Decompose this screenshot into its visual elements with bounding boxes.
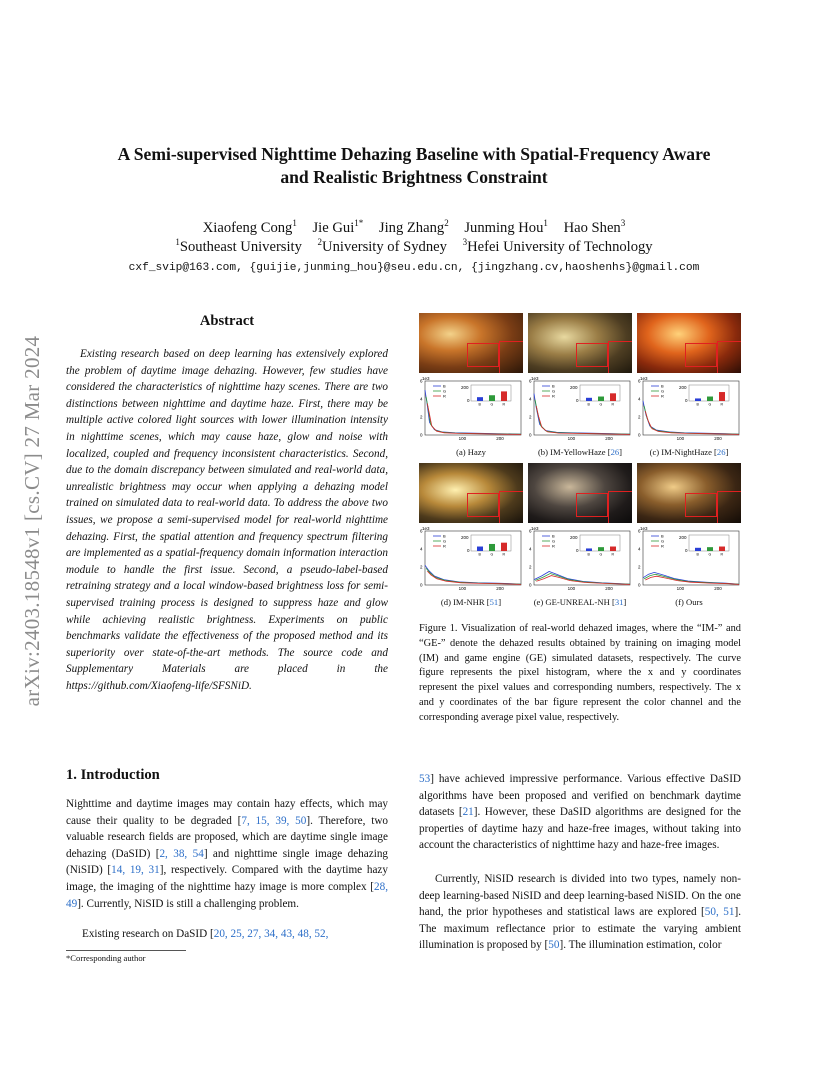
x-tick-label: 200 xyxy=(714,586,722,591)
legend-label: B xyxy=(552,383,555,389)
intro-paragraph-2-cont: 53] have achieved impressive performance. Various effective DaSID algorithms have been proposed and verified on benchmark daytime datasets [21]. However, these DaSID algorithms are designed for the properties of daytime hazy and haze-free images, without taking into account the characteristics of nighttime hazy and haze-free images. xyxy=(419,773,742,852)
bar-G xyxy=(489,544,495,551)
intro-paragraph-2-start: Existing research on DaSID [20, 25, 27, 34, 43, 48, 52, xyxy=(82,928,329,940)
citation-link[interactable]: 14, 19, 31 xyxy=(111,864,160,877)
bar-label: B xyxy=(587,552,590,557)
bar-label: G xyxy=(599,552,603,557)
legend-label: G xyxy=(552,538,556,544)
bar-G xyxy=(489,395,495,401)
y-tick-label: 4 xyxy=(638,396,641,402)
y-tick-label: 4 xyxy=(420,396,423,402)
citation-link[interactable]: 20, 25, 27, 34, 43, 48, 52, xyxy=(213,928,329,940)
citation-link[interactable]: 53 xyxy=(419,773,431,785)
y-tick-label: 6 xyxy=(638,528,641,534)
legend-label: B xyxy=(661,383,664,389)
legend-label: R xyxy=(443,543,446,549)
intro-paragraph-1: Nighttime and daytime images may contain hazy effects, which may cause their quality to be degraded [7, 15, 39, 50]. Therefore, two valuable research fields are proposed, which are daytime single image dehazing (DaSID) [2, 38, 54] and nighttime single image dehazing (NiSID) [14, 19, 31], respectively. Compared with the daytime hazy image, the imaging of the nighttime hazy image is more complex [28, 49]. Currently, NiSID is still a challenging problem. xyxy=(66,798,389,910)
bar-label: R xyxy=(502,552,506,557)
zoom-inset xyxy=(499,341,523,373)
bar-zero-label: 0 xyxy=(576,398,579,403)
bar-B xyxy=(586,398,592,401)
histogram-curve-B xyxy=(643,401,739,434)
author: Hao Shen$^3$ xyxy=(563,218,626,236)
axis-exponent: 1e3 xyxy=(422,376,430,381)
bar-label: R xyxy=(502,402,506,407)
footnote: *Corresponding author xyxy=(66,953,146,963)
bar-label: G xyxy=(490,402,494,407)
histogram-curve-G xyxy=(535,400,630,434)
section-heading-introduction: 1. Introduction xyxy=(66,767,160,783)
x-tick-label: 100 xyxy=(567,586,576,591)
bar-zero-label: 0 xyxy=(685,548,688,553)
legend-label: B xyxy=(552,533,555,539)
title-line-1: A Semi-supervised Nighttime Dehazing Baseline with Spatial-Frequency Aware xyxy=(117,144,711,164)
bar-B xyxy=(477,547,483,551)
citation-link[interactable]: 26 xyxy=(716,447,726,457)
bar-G xyxy=(707,547,713,551)
bar-B xyxy=(695,548,701,551)
bar-label: B xyxy=(478,402,481,407)
y-tick-label: 6 xyxy=(529,528,532,534)
zoom-inset xyxy=(717,491,741,523)
intro-paragraph-3: Currently, NiSID research is divided into two types, namely non-deep learning-based NiSID and deep learning-based NiSID. On the one hand, the prior hypotheses and statistical laws are explored [50, 51]. The maximum reflectance prior to estimate the varying ambient illumination is proposed by [50]. The illumination estimation, color xyxy=(419,873,742,952)
y-tick-label: 4 xyxy=(529,546,532,552)
affiliation: $^1$Southeast University xyxy=(175,237,302,255)
dehazed-image-1 xyxy=(419,313,523,373)
bar-label: G xyxy=(708,552,712,557)
x-tick-label: 100 xyxy=(458,586,467,591)
citation-link[interactable]: 50 xyxy=(548,939,560,952)
y-tick-label: 4 xyxy=(420,546,423,552)
histogram-plot-4 xyxy=(419,525,523,591)
author-emails[interactable]: cxf_svip@163.com, {guijie,junming_hou}@seu.edu.cn, {jingzhang.cv,haoshenhs}@gmail.com xyxy=(128,262,700,274)
bar-G xyxy=(707,397,713,401)
axis-exponent: 1e3 xyxy=(422,526,430,531)
legend-label: G xyxy=(443,388,447,394)
subfigure-caption: (f) Ours xyxy=(675,597,703,607)
highlight-box xyxy=(685,493,717,517)
y-tick-label: 4 xyxy=(529,396,532,402)
y-tick-label: 6 xyxy=(529,378,532,384)
subfigure-caption: (b) IM-YellowHaze [26] xyxy=(537,447,623,457)
citation-link[interactable]: 7, 15, 39, 50 xyxy=(241,814,307,827)
histogram-curve-R xyxy=(536,406,630,434)
legend-label: R xyxy=(552,393,555,399)
bar-R xyxy=(501,391,507,401)
bar-label: B xyxy=(587,402,590,407)
x-tick-label: 200 xyxy=(605,586,613,591)
legend-label: B xyxy=(661,533,664,539)
x-tick-label: 100 xyxy=(676,586,685,591)
highlight-box xyxy=(685,343,717,367)
bar-tick-label: 200 xyxy=(570,385,578,390)
legend-label: G xyxy=(661,388,665,394)
y-tick-label: 2 xyxy=(420,564,423,570)
citation-link[interactable]: 50, 51 xyxy=(704,906,735,919)
histogram-curve-G xyxy=(426,568,521,584)
bar-label: G xyxy=(599,402,603,407)
legend-label: B xyxy=(443,533,446,539)
paper-title xyxy=(60,143,768,189)
axis-exponent: 1e3 xyxy=(640,376,648,381)
bar-tick-label: 200 xyxy=(679,385,687,390)
citation-link[interactable]: 2, 38, 54 xyxy=(159,847,204,860)
y-tick-label: 2 xyxy=(638,414,641,420)
histogram-curve-B xyxy=(425,565,521,584)
y-tick-label: 2 xyxy=(529,564,532,570)
bar-label: G xyxy=(708,402,712,407)
affiliation: $^2$University of Sydney xyxy=(317,237,447,255)
zoom-inset xyxy=(608,341,632,373)
y-tick-label: 4 xyxy=(638,546,641,552)
bar-R xyxy=(610,393,616,401)
axis-exponent: 1e3 xyxy=(640,526,648,531)
citation-link[interactable]: 21 xyxy=(462,806,474,819)
bar-label: R xyxy=(720,552,724,557)
affiliation-list xyxy=(60,238,768,257)
histogram-plot-2 xyxy=(528,375,632,441)
bar-tick-label: 200 xyxy=(679,535,687,540)
affiliation: $^3$Hefei University of Technology xyxy=(462,237,653,255)
footnote-divider xyxy=(66,950,186,951)
bar-tick-label: 200 xyxy=(570,535,578,540)
dehazed-image-3 xyxy=(637,313,741,373)
histogram-plot-6 xyxy=(637,525,741,591)
y-tick-label: 0 xyxy=(420,582,423,588)
figure-1 xyxy=(419,313,741,613)
bar-G xyxy=(598,547,604,551)
bar-label: R xyxy=(611,552,615,557)
abstract-text: Existing research based on deep learning has extensively explored the problem of daytime image dehazing. However, few studies have considered the characteristics of nighttime hazy scenes. There are two distinctions between nighttime and daytime haze. First, there may be multiple active colored light sources with lower illumination intensity in nighttime scenes, which may cause haze, glow and noise with localized, coupled and frequency inconsistent characteristics. Second, due to the domain discrepancy between simulated and real-world data, unrealistic brightness may occur when applying a dehazing model trained on simulated data to real-world data. To address the above two issues, we propose a semi-supervised model for real-world nighttime dehazing. First, the spatial attention and frequency spectrum filtering are implemented as a spatial-frequency domain information interaction module to handle the first issue. Second, a pseudo-label-based retraining strategy and a local window-based brightness loss for semi-supervised training process is designed to suppress haze and glow while achieving realistic brightness. Experiments on public benchmarks validate the effectiveness of the proposed method and its superiority over state-of-the-art methods. The source code and Supplementary Materials are placed in the https://github.com/Xiaofeng-life/SFSNiD. xyxy=(66,348,388,692)
bar-B xyxy=(695,398,701,401)
y-tick-label: 0 xyxy=(529,432,532,438)
zoom-inset xyxy=(608,491,632,523)
bar-tick-label: 200 xyxy=(461,385,469,390)
zoom-inset xyxy=(717,341,741,373)
bar-zero-label: 0 xyxy=(685,398,688,403)
bar-R xyxy=(719,392,725,401)
dehazed-image-5 xyxy=(528,463,632,523)
x-tick-label: 200 xyxy=(496,586,504,591)
author: Junming Hou$^1$ xyxy=(464,218,548,236)
bar-B xyxy=(586,548,592,551)
histogram-curve-G xyxy=(535,574,630,585)
bar-label: R xyxy=(720,402,724,407)
author: Jing Zhang$^2$ xyxy=(378,218,449,236)
title-line-2: and Realistic Brightness Constraint xyxy=(280,167,548,187)
bar-R xyxy=(610,547,616,551)
bar-zero-label: 0 xyxy=(576,548,579,553)
x-tick-label: 100 xyxy=(567,436,576,441)
y-tick-label: 6 xyxy=(638,378,641,384)
subfigure-caption: (c) IM-NightHaze [26] xyxy=(649,447,729,457)
highlight-box xyxy=(576,493,608,517)
bar-zero-label: 0 xyxy=(467,398,470,403)
x-tick-label: 200 xyxy=(714,436,722,441)
subfigure-caption: (e) GE-UNREAL-NH [31] xyxy=(533,597,627,607)
dehazed-image-6 xyxy=(637,463,741,523)
bar-label: B xyxy=(696,552,699,557)
citation-link[interactable]: 31 xyxy=(614,597,624,607)
bar-tick-label: 200 xyxy=(461,535,469,540)
x-tick-label: 200 xyxy=(496,436,504,441)
citation-link[interactable]: 51 xyxy=(489,597,499,607)
y-tick-label: 0 xyxy=(638,432,641,438)
subfigure-caption: (d) IM-NHR [51] xyxy=(440,597,502,607)
y-tick-label: 2 xyxy=(638,564,641,570)
highlight-box xyxy=(467,493,499,517)
author: Jie Gui$^{1*}$ xyxy=(312,218,364,236)
histogram-plot-3 xyxy=(637,375,741,441)
legend-label: R xyxy=(443,393,446,399)
author-list xyxy=(60,219,768,238)
bar-G xyxy=(598,397,604,401)
bar-label: G xyxy=(490,552,494,557)
histogram-curve-G xyxy=(426,397,521,434)
zoom-inset xyxy=(499,491,523,523)
legend-label: B xyxy=(443,383,446,389)
abstract-heading: Abstract xyxy=(199,313,255,329)
y-tick-label: 0 xyxy=(420,432,423,438)
axis-exponent: 1e3 xyxy=(531,376,539,381)
y-tick-label: 6 xyxy=(420,528,423,534)
bar-R xyxy=(719,547,725,551)
bar-B xyxy=(477,397,483,401)
bar-zero-label: 0 xyxy=(467,548,470,553)
y-tick-label: 6 xyxy=(420,378,423,384)
legend-label: R xyxy=(661,393,664,399)
legend-label: R xyxy=(552,543,555,549)
dehazed-image-4 xyxy=(419,463,523,523)
arxiv-identifier: arXiv:2403.18548v1 [cs.CV] 27 Mar 2024 xyxy=(20,335,44,707)
bar-label: R xyxy=(611,402,615,407)
legend-label: G xyxy=(552,388,556,394)
bar-R xyxy=(501,543,507,551)
subfigure-caption: (a) Hazy xyxy=(456,447,486,457)
legend-label: R xyxy=(661,543,664,549)
highlight-box xyxy=(467,343,499,367)
histogram-plot-1 xyxy=(419,375,523,441)
figure-1-caption: Figure 1. Visualization of real-world dehazed images, where the “IM-” and “GE-” denote the dehazed results obtained by training on imaging model (IM) and game engine (GE) simulated datasets, respectively. The curve figure represents the pixel histogram, where the x and y coordinates represent the pixel values and corresponding numbers, respectively. The x and y coordinates of the bar figure represent the color channel and the corresponding average pixel value, respectively. xyxy=(419,623,741,723)
highlight-box xyxy=(576,343,608,367)
histogram-plot-5 xyxy=(528,525,632,591)
legend-label: G xyxy=(661,538,665,544)
y-tick-label: 0 xyxy=(529,582,532,588)
histogram-curve-G xyxy=(644,574,739,584)
x-tick-label: 100 xyxy=(676,436,685,441)
bar-label: B xyxy=(478,552,481,557)
citation-link[interactable]: 28, 49 xyxy=(66,880,388,910)
axis-exponent: 1e3 xyxy=(531,526,539,531)
y-tick-label: 0 xyxy=(638,582,641,588)
x-tick-label: 200 xyxy=(605,436,613,441)
bar-label: B xyxy=(696,402,699,407)
y-tick-label: 2 xyxy=(529,414,532,420)
legend-label: G xyxy=(443,538,447,544)
histogram-curve-R xyxy=(427,404,521,435)
dehazed-image-2 xyxy=(528,313,632,373)
citation-link[interactable]: 26 xyxy=(610,447,620,457)
y-tick-label: 2 xyxy=(420,414,423,420)
author: Xiaofeng Cong$^1$ xyxy=(202,218,297,236)
x-tick-label: 100 xyxy=(458,436,467,441)
